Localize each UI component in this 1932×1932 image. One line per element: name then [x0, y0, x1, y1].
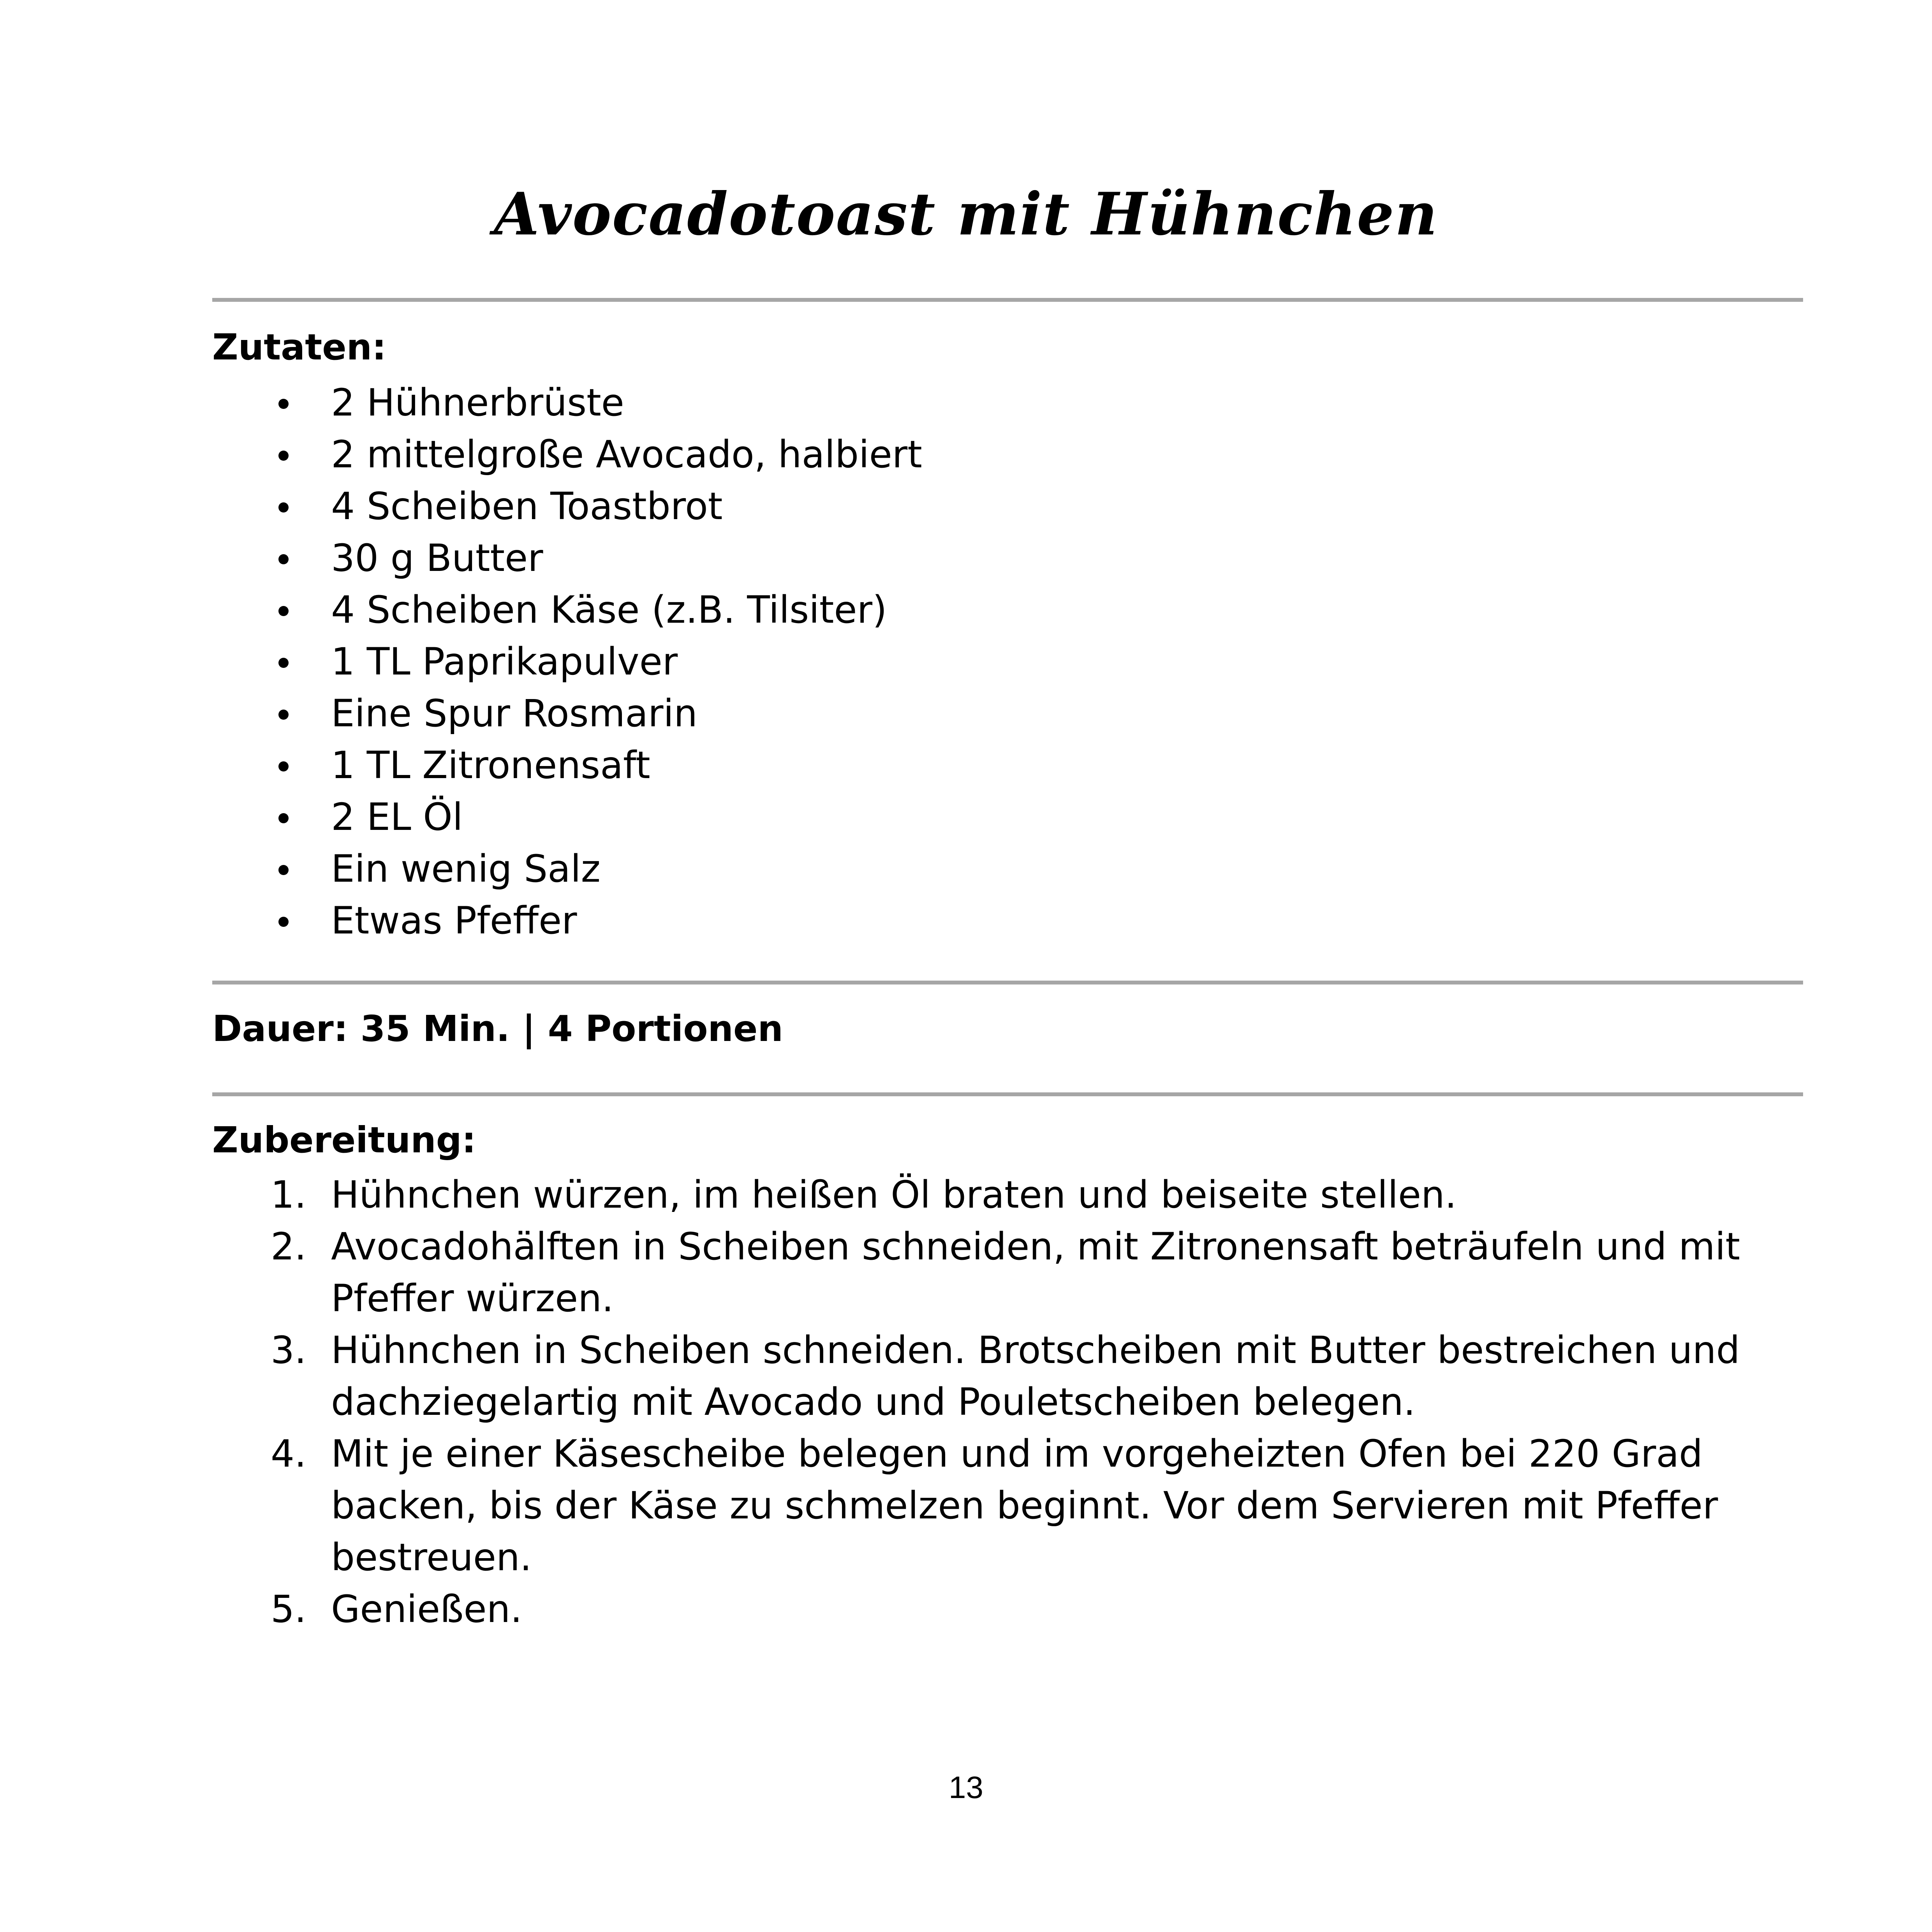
step-number: 3.: [271, 1328, 306, 1372]
ingredient-item: [212, 843, 922, 895]
bullet-icon: [278, 917, 289, 927]
bullet-icon: [278, 451, 289, 461]
ingredient-text: Eine Spur Rosmarin: [331, 692, 697, 735]
ingredient-item: [212, 688, 922, 740]
bullet-icon: [278, 502, 289, 512]
ingredient-text: Etwas Pfeffer: [331, 899, 577, 942]
step-item: [212, 1583, 1803, 1635]
step-text: Avocadohälften in Scheiben schneiden, mit Zitronensaft beträufeln und mit Pfeffer würzen.: [331, 1225, 1740, 1320]
ingredient-item: [212, 532, 922, 584]
divider-middle: [212, 981, 1803, 984]
step-number: 2.: [271, 1225, 306, 1268]
ingredient-item: [212, 377, 922, 429]
ingredient-item: [212, 740, 922, 791]
ingredient-text: Ein wenig Salz: [331, 847, 601, 891]
bullet-icon: [278, 399, 289, 409]
step-text: Hühnchen in Scheiben schneiden. Brotscheiben mit Butter bestreichen und dachziegelartig mit Avocado und Pouletscheiben belegen.: [331, 1328, 1740, 1424]
ingredient-text: 2 Hühnerbrüste: [331, 381, 624, 424]
bullet-icon: [278, 813, 289, 823]
step-item: [212, 1324, 1803, 1428]
bullet-icon: [278, 606, 289, 616]
ingredient-text: 1 TL Paprikapulver: [331, 640, 678, 683]
step-number: 4.: [271, 1432, 306, 1476]
ingredients-list: [212, 377, 922, 947]
step-text: Genießen.: [331, 1587, 522, 1631]
ingredient-item: [212, 584, 922, 636]
bullet-icon: [278, 554, 289, 564]
ingredient-text: 2 mittelgroße Avocado, halbiert: [331, 433, 922, 476]
step-item: [212, 1221, 1803, 1324]
bullet-icon: [278, 761, 289, 771]
bullet-icon: [278, 658, 289, 668]
divider-lower: [212, 1092, 1803, 1096]
page-number: 13: [949, 1770, 983, 1805]
step-item: [212, 1169, 1803, 1221]
ingredient-item: [212, 481, 922, 532]
ingredient-text: 2 EL Öl: [331, 795, 463, 839]
preparation-heading: Zubereitung:: [212, 1119, 476, 1161]
ingredient-text: 4 Scheiben Toastbrot: [331, 484, 723, 528]
ingredient-item: [212, 636, 922, 688]
divider-top: [212, 298, 1803, 302]
step-number: 5.: [271, 1587, 306, 1631]
ingredient-item: [212, 429, 922, 481]
preparation-steps: [212, 1169, 1803, 1635]
ingredient-item: [212, 791, 922, 843]
page-title: Avocadotoast mit Hühnchen: [494, 180, 1438, 248]
step-item: [212, 1428, 1803, 1583]
ingredient-item: [212, 895, 922, 947]
ingredient-text: 30 g Butter: [331, 536, 543, 580]
step-text: Mit je einer Käsescheibe belegen und im vorgeheizten Ofen bei 220 Grad backen, bis der Käse zu schmelzen beginnt. Vor dem Servieren mit Pfeffer bestreuen.: [331, 1432, 1718, 1579]
bullet-icon: [278, 865, 289, 875]
ingredients-heading: Zutaten:: [212, 326, 386, 368]
bullet-icon: [278, 710, 289, 720]
step-text: Hühnchen würzen, im heißen Öl braten und beiseite stellen.: [331, 1173, 1457, 1217]
ingredient-text: 4 Scheiben Käse (z.B. Tilsiter): [331, 588, 887, 632]
step-number: 1.: [271, 1173, 306, 1217]
ingredient-text: 1 TL Zitronensaft: [331, 743, 650, 787]
duration-servings: Dauer: 35 Min. | 4 Portionen: [212, 1008, 783, 1050]
